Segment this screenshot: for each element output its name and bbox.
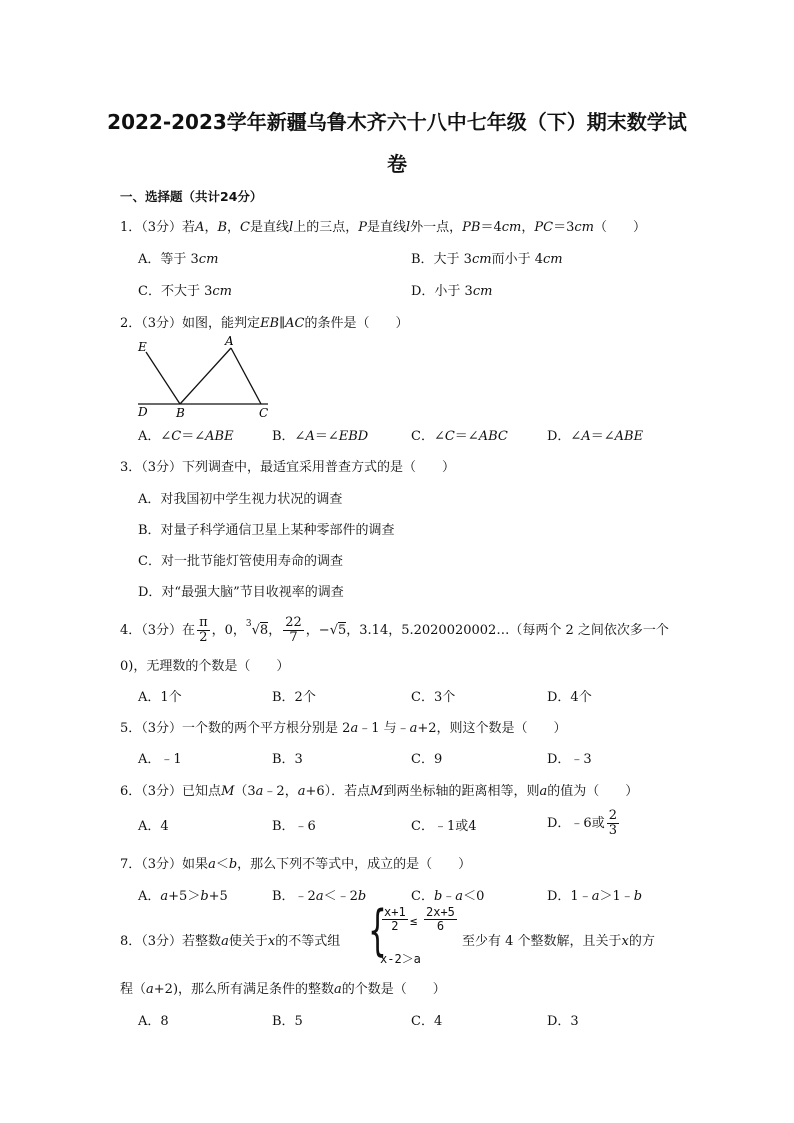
fraction-2-over-3: $\frac{2}{3}$	[608, 808, 617, 838]
q8-option-d: D．3	[547, 1014, 579, 1029]
q8-option-b: B．5	[272, 1014, 303, 1029]
fraction-22-over-7: $\frac{22}{7}$	[285, 615, 302, 645]
question-1: 1．（3分）若A，B，C是直线l上的三点，P是直线l外一点，PB＝4cm，PC＝3cm（ ）	[120, 220, 646, 235]
question-3: 3．（3分）下列调查中，最适宜采用普查方式的是（ ）	[120, 460, 456, 475]
fraction-2x-plus-5-over-6: $\frac{2x+5}{6}$	[426, 905, 455, 933]
q1-option-c: C．不大于 3cm	[138, 284, 232, 299]
q1-option-b: B．大于 3cm而小于 4cm	[411, 252, 563, 267]
line-b-a	[180, 348, 231, 404]
q5-option-c: C．9	[411, 752, 443, 767]
fraction-x-plus-1-over-2: $\frac{x+1}{2}$	[384, 905, 406, 933]
q8-option-c: C．4	[411, 1014, 443, 1029]
label-b: B	[176, 406, 185, 420]
radical-sign: √	[251, 623, 260, 638]
q5-option-d: D．﹣3	[547, 752, 592, 767]
q2-option-d: D．∠A＝∠ABE	[547, 429, 644, 444]
question-8-cont: 至少有 4 个整数解，且关于x的方	[462, 934, 655, 949]
q1-option-a: A．等于 3cm	[138, 252, 219, 267]
q3-option-d: D．对“最强大脑”节目收视率的调查	[138, 585, 344, 600]
q3-option-b: B．对量子科学通信卫星上某种零部件的调查	[138, 523, 395, 538]
q7-option-d: D．1﹣a＞1﹣b	[547, 889, 643, 904]
q1-option-d: D．小于 3cm	[411, 284, 493, 299]
section-heading: 一、选择题（共计24分）	[120, 189, 263, 204]
q3-option-a: A．对我国初中学生视力状况的调查	[138, 492, 343, 507]
q5-option-b: B．3	[272, 752, 303, 767]
q6-option-d: D．﹣6或 $\frac{2}{3}$	[547, 808, 617, 838]
q4-option-a: A．1个	[138, 690, 182, 705]
q7-option-b: B．﹣2a＜﹣2b	[272, 889, 367, 904]
q3-option-c: C．对一批节能灯管使用寿命的调查	[138, 554, 343, 569]
line-e-b	[146, 352, 180, 404]
q6-option-c: C．﹣1或4	[411, 819, 477, 834]
q8-option-a: A．8	[138, 1014, 169, 1029]
page-title-line1: 2022-2023学年新疆乌鲁木齐六十八中七年级（下）期末数学试	[107, 110, 687, 134]
q2-option-b: B．∠A＝∠EBD	[272, 429, 369, 444]
question-7: 7．（3分）如果a＜b，那么下列不等式中，成立的是（ ）	[120, 857, 472, 872]
q4-option-d: D．4个	[547, 690, 592, 705]
q2-option-a: A．∠C＝∠ABE	[138, 429, 234, 444]
radical-sign: √	[329, 623, 338, 638]
fraction-pi-over-2: $\frac{\pi}{2}$	[199, 615, 208, 645]
q7-option-a: A．a+5＞b+5	[138, 889, 228, 904]
q4-option-c: C．3个	[411, 690, 456, 705]
q6-option-b: B．﹣6	[272, 819, 316, 834]
label-a: A	[225, 334, 234, 348]
page-title-line2: 卷	[387, 152, 407, 176]
inequality-system: { $\frac{x+1}{2}$ ≤ $\frac{2x+5}{6}$ x-2＞a	[368, 899, 455, 966]
label-e: E	[138, 340, 147, 354]
q2-option-c: C．∠C＝∠ABC	[411, 429, 508, 444]
question-2: 2．（3分）如图，能判定EB∥AC的条件是（ ）	[120, 316, 409, 331]
left-brace: {	[368, 899, 387, 962]
q6-option-a: A．4	[138, 819, 169, 834]
q7-option-c: C．b﹣a＜0	[411, 889, 485, 904]
question-4: 4．（3分）在 $\frac{\pi}{2}$ ，0，$^3$√8， $\frac{22}{7}$ ，−√5，3.14，5.2020020002…（每两个 2 之间依次多一个	[120, 615, 669, 645]
q5-option-a: A．﹣1	[138, 752, 182, 767]
q4-option-b: B．2个	[272, 690, 316, 705]
label-d: D	[138, 405, 148, 419]
question-4-line2: 0)，无理数的个数是（ ）	[120, 659, 290, 674]
q2-figure	[128, 330, 288, 422]
question-6: 6．（3分）已知点M（3a﹣2，a+6）．若点M到两坐标轴的距离相等，则a的值为（ ）	[120, 784, 639, 799]
question-5: 5．（3分）一个数的两个平方根分别是 2a﹣1 与﹣a+2，则这个数是（ ）	[120, 721, 567, 736]
label-c: C	[259, 406, 269, 420]
line-a-c	[231, 348, 261, 404]
question-8-line2: 程（a+2)，那么所有满足条件的整数a的个数是（ ）	[120, 982, 446, 997]
question-8: 8．（3分）若整数a使关于x的不等式组	[120, 934, 341, 949]
